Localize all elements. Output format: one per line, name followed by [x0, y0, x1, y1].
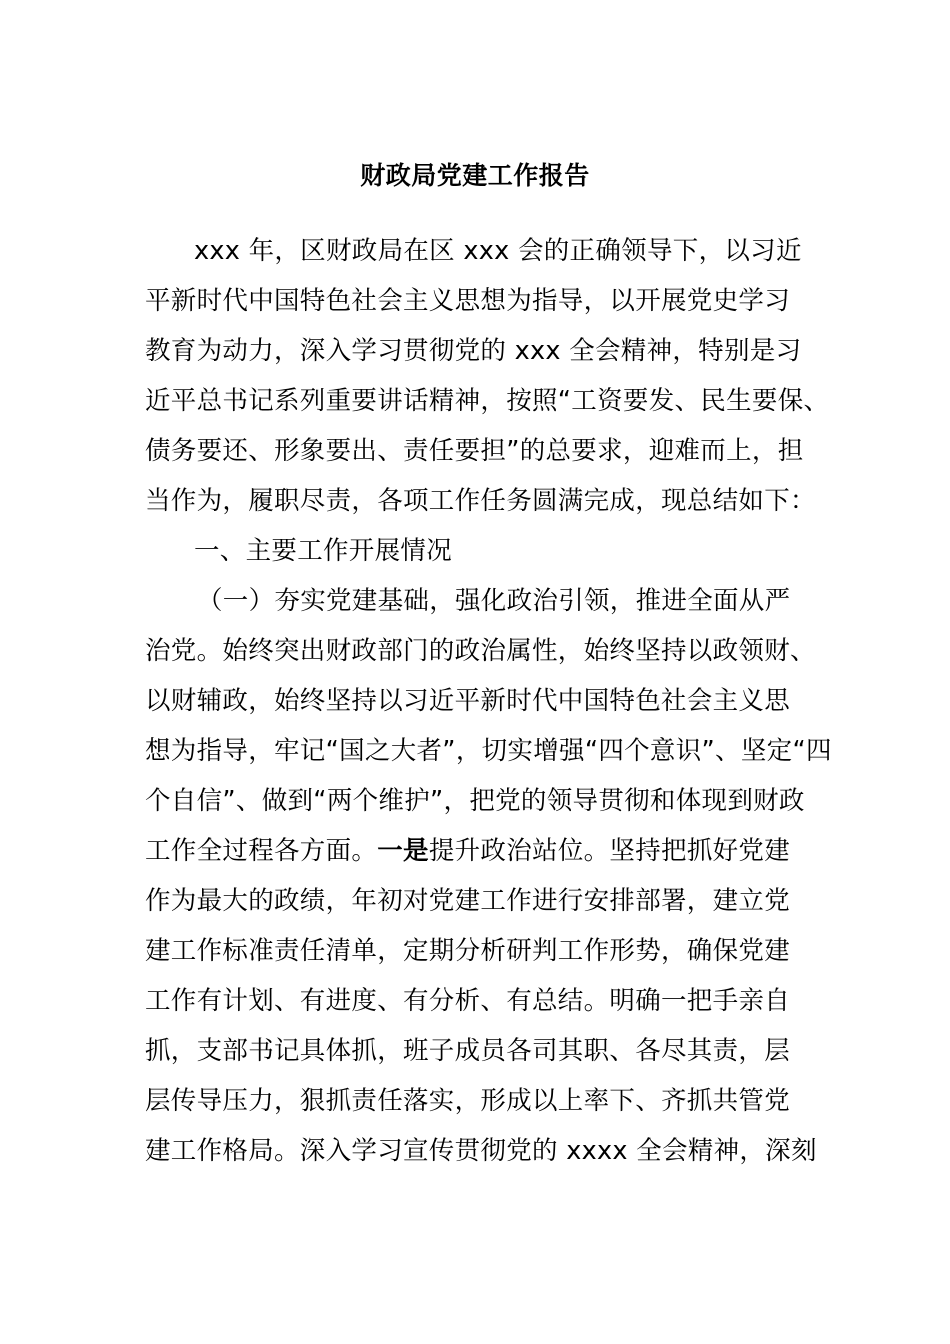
body-text: 工作全过程各方面。 [145, 836, 378, 866]
body-line: 个自信”、做到“两个维护”，把党的领导贯彻和体现到财政 [145, 786, 805, 816]
body-line: 作为最大的政绩，年初对党建工作进行安排部署，建立党 [145, 886, 791, 916]
body-line: 债务要还、形象要出、责任要担”的总要求，迎难而上，担 [145, 436, 804, 466]
section-heading: 一、主要工作开展情况 [194, 536, 453, 566]
body-line: 以财辅政，始终坚持以习近平新时代中国特色社会主义思 [145, 686, 791, 716]
body-line: 当作为，履职尽责，各项工作任务圆满完成，现总结如下： [145, 486, 816, 516]
body-line: 建工作标准责任清单，定期分析研判工作形势，确保党建 [145, 936, 791, 966]
body-line-mixed [145, 826, 790, 876]
subsection-heading: （一）夯实党建基础，强化政治引领，推进全面从严 [197, 586, 791, 616]
body-line: 层传导压力，狠抓责任落实，形成以上率下、齐抓共管党 [145, 1086, 791, 1116]
document-title: 财政局党建工作报告 [360, 161, 590, 190]
body-line: 治党。始终突出财政部门的政治属性，始终坚持以政领财、 [145, 636, 816, 666]
body-line: 抓，支部书记具体抓，班子成员各司其职、各尽其责，层 [145, 1036, 791, 1066]
body-line: 工作有计划、有进度、有分析、有总结。明确一把手亲自 [145, 986, 791, 1016]
body-line: 想为指导，牢记“国之大者”，切实增强“四个意识”、坚定“四 [145, 736, 832, 766]
body-line: xxx 年，区财政局在区 xxx 会的正确领导下，以习近 [194, 236, 802, 266]
body-text: 提升政治站位。坚持把抓好党建 [428, 836, 791, 866]
body-line: 教育为动力，深入学习贯彻党的 xxx 全会精神，特别是习 [145, 336, 802, 366]
body-line: 建工作格局。深入学习宣传贯彻党的 xxxx 全会精神，深刻 [145, 1136, 817, 1166]
bold-lead: 一是 [377, 836, 429, 866]
body-line: 近平总书记系列重要讲话精神，按照“工资要发、民生要保、 [145, 386, 830, 416]
body-line: 平新时代中国特色社会主义思想为指导，以开展党史学习 [145, 286, 791, 316]
